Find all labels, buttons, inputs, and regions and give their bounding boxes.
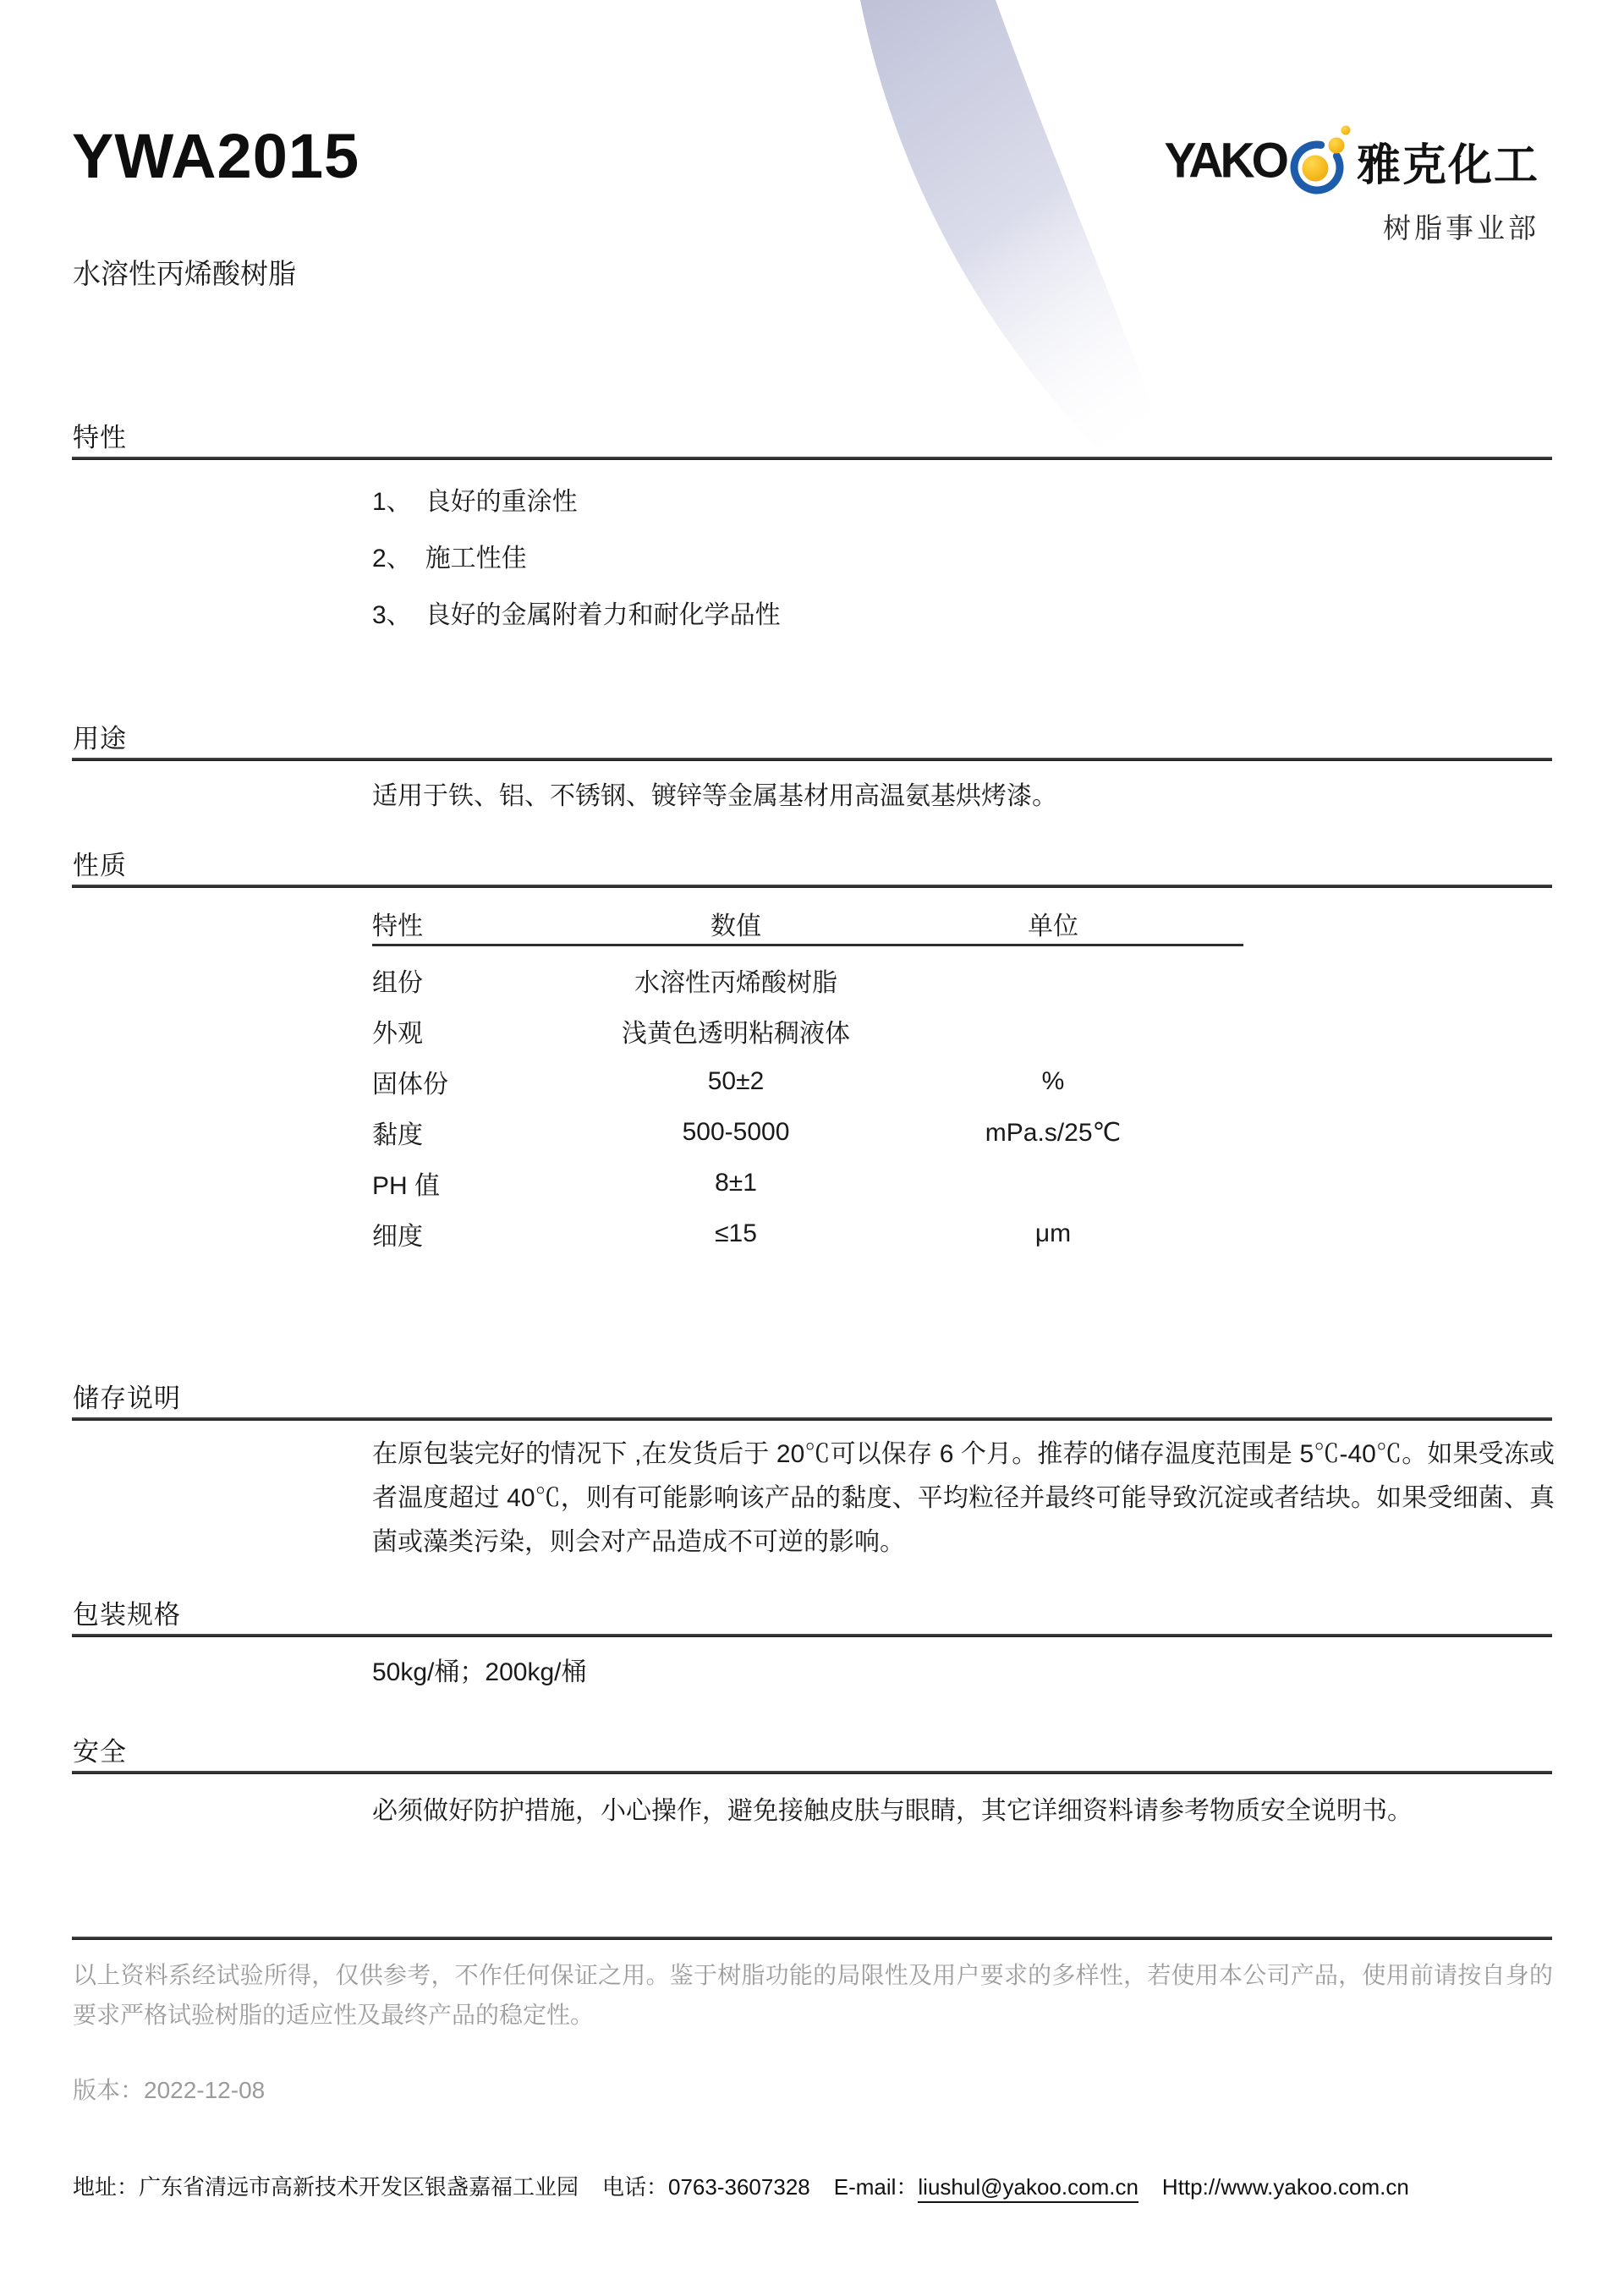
- table-header-unit: 单位: [1028, 912, 1078, 940]
- cell-property: 外观: [372, 1020, 423, 1048]
- features-list: [372, 474, 781, 644]
- cell-value: 水溶性丙烯酸树脂: [634, 969, 837, 997]
- list-item-number: 2、: [372, 545, 412, 573]
- table-header-property: 特性: [372, 912, 423, 940]
- logo-brand-en: YAKO: [1164, 133, 1286, 189]
- cell-property: PH 值: [372, 1172, 441, 1200]
- footer-disclaimer: 以上资料系经试验所得，仅供参考，不作任何保证之用。鉴于树脂功能的局限性及用户要求的多样性，若使用本公司产品，使用前请按自身的要求严格试验树脂的适应性及最终产品的稳定性。: [73, 1962, 1553, 2028]
- table-row: [372, 1208, 1243, 1259]
- packaging-text: 50kg/桶；200kg/桶: [372, 1658, 587, 1686]
- list-item: [372, 474, 781, 530]
- cell-unit: %: [1041, 1067, 1065, 1095]
- section-heading-properties: 性质: [73, 851, 127, 880]
- version-label: 版本：2022-12-08: [73, 2077, 266, 2103]
- list-item-number: 3、: [372, 601, 412, 629]
- table-row: [372, 1107, 1243, 1158]
- list-item-text: 良好的重涂性: [425, 488, 578, 516]
- contact-email-link[interactable]: liushul@yakoo.com.cn: [918, 2174, 1138, 2203]
- contact-line: [73, 2170, 1409, 2201]
- table-header-row: [372, 903, 1243, 944]
- list-item-number: 1、: [372, 488, 412, 516]
- table-row: [372, 1158, 1243, 1208]
- table-row: [372, 955, 1243, 1006]
- list-item-text: 施工性佳: [425, 545, 527, 573]
- product-code-title: YWA2015: [72, 121, 360, 191]
- section-heading-packaging: 包装规格: [73, 1600, 181, 1630]
- section-rule-storage: [72, 1417, 1552, 1421]
- section-rule-usage: [72, 758, 1552, 761]
- header-swoosh-decoration: [744, 0, 1269, 558]
- table-row: [372, 1006, 1243, 1056]
- logo-division-label: 树脂事业部: [1383, 212, 1539, 244]
- section-heading-features: 特性: [73, 423, 127, 452]
- usage-text: 适用于铁、铝、不锈钢、镀锌等金属基材用高温氨基烘烤漆。: [372, 782, 1057, 810]
- table-header-value: 数值: [710, 912, 761, 940]
- safety-text: 必须做好防护措施，小心操作，避免接触皮肤与眼睛，其它详细资料请参考物质安全说明书。: [372, 1797, 1413, 1825]
- cell-unit: μm: [1034, 1219, 1072, 1247]
- cell-property: 黏度: [372, 1121, 423, 1149]
- cell-unit: mPa.s/25℃: [985, 1118, 1122, 1147]
- cell-value: 浅黄色透明粘稠液体: [622, 1020, 850, 1048]
- table-row: [372, 1056, 1243, 1107]
- yako-orbit-logo-icon: [1287, 123, 1353, 198]
- cell-value: 500-5000: [682, 1118, 790, 1146]
- cell-property: 细度: [372, 1223, 423, 1251]
- list-item-text: 良好的金属附着力和耐化学品性: [425, 601, 781, 629]
- properties-table: [372, 903, 1243, 1259]
- cell-value: 50±2: [707, 1067, 765, 1095]
- contact-email-label: E-mail：: [833, 2174, 919, 2200]
- cell-property: 组份: [372, 969, 423, 997]
- section-heading-storage: 储存说明: [73, 1384, 181, 1413]
- section-rule-features: [72, 457, 1552, 460]
- section-heading-usage: 用途: [73, 724, 127, 753]
- section-heading-safety: 安全: [73, 1737, 127, 1767]
- storage-text: 在原包装完好的情况下 ,在发货后于 20℃可以保存 6 个月。推荐的储存温度范围是 5℃-40℃。如果受冻或者温度超过 40℃，则有可能影响该产品的黏度、平均粒径并最终可能导致沉淀或者结块。如果受细菌、真菌或藻类污染，则会对产品造成不可逆的影响。: [372, 1440, 1555, 1556]
- cell-value: ≤15: [715, 1219, 757, 1247]
- contact-address: 地址：广东省清远市高新技术开发区银盏嘉福工业园: [73, 2174, 579, 2200]
- cell-value: 8±1: [715, 1169, 757, 1197]
- contact-phone: 电话：0763-3607328: [602, 2174, 810, 2200]
- contact-website: Http://www.yakoo.com.cn: [1161, 2174, 1409, 2200]
- company-logo: [1166, 123, 1539, 246]
- list-item: [372, 530, 781, 587]
- section-rule-packaging: [72, 1634, 1552, 1637]
- cell-property: 固体份: [372, 1071, 448, 1099]
- section-rule-properties: [72, 885, 1552, 888]
- logo-brand-cn: 雅克化工: [1356, 140, 1539, 190]
- section-rule-safety: [72, 1771, 1552, 1774]
- list-item: [372, 587, 781, 644]
- footer-rule: [72, 1937, 1552, 1940]
- product-subtitle: 水溶性丙烯酸树脂: [73, 258, 296, 289]
